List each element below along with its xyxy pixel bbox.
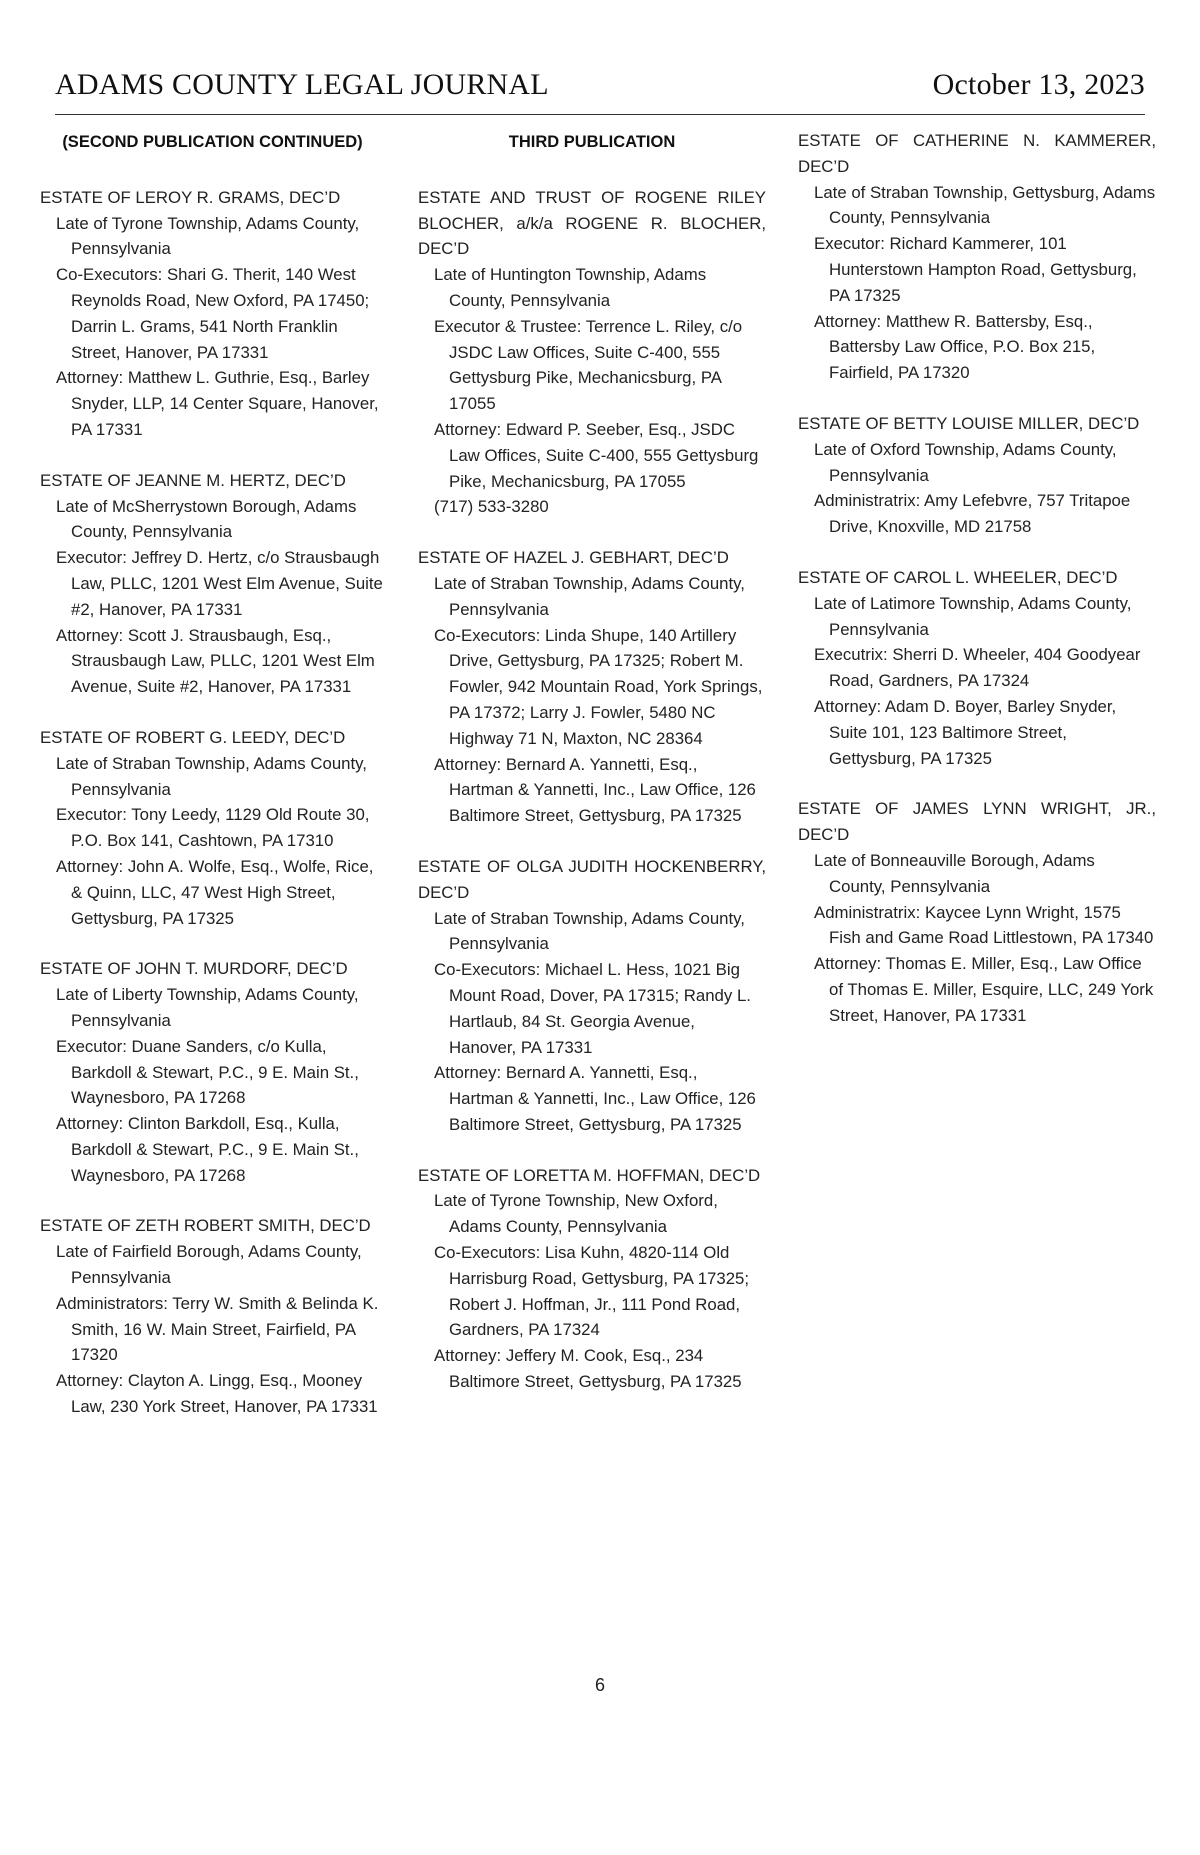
estate-detail: Administratrix: Kaycee Lynn Wright, 1575 Fish and Game Road Littlestown, PA 17340 xyxy=(814,902,1154,948)
estate-name: ESTATE OF JEANNE M. HERTZ, DEC’D xyxy=(40,470,346,490)
estate-detail: Late of Oxford Township, Adams County, Pennsylvania xyxy=(814,439,1117,485)
estate-detail: Late of McSherrystown Borough, Adams County, Pennsylvania xyxy=(56,496,357,542)
estate-detail: Attorney: Jeffery M. Cook, Esq., 234 Baltimore Street, Gettysburg, PA 17325 xyxy=(434,1346,742,1392)
estate-notice xyxy=(40,185,385,443)
page-header xyxy=(55,62,1145,115)
estate-detail: Attorney: Bernard A. Yannetti, Esq., Hartman & Yannetti, Inc., Law Office, 126 Baltimore Street, Gettysburg, PA 17325 xyxy=(434,754,756,826)
estate-detail: Executor: Jeffrey D. Hertz, c/o Strausbaugh Law, PLLC, 1201 West Elm Avenue, Suite #2, Hanover, PA 17331 xyxy=(56,548,383,619)
section-heading: (SECOND PUBLICATION CONTINUED) xyxy=(62,133,363,151)
estate-detail: Attorney: Adam D. Boyer, Barley Snyder, Suite 101, 123 Baltimore Street, Gettysburg, PA 17325 xyxy=(814,696,1117,768)
estate-detail: Attorney: Bernard A. Yannetti, Esq., Hartman & Yannetti, Inc., Law Office, 126 Baltimore Street, Gettysburg, PA 17325 xyxy=(434,1063,756,1134)
estate-detail: Late of Straban Township, Gettysburg, Adams County, Pennsylvania xyxy=(814,182,1156,228)
section-heading: THIRD PUBLICATION xyxy=(508,133,676,151)
estate-notice xyxy=(798,128,1156,386)
estate-notice xyxy=(40,725,385,931)
estate-detail: Executrix: Sherri D. Wheeler, 404 Goodyear Road, Gardners, PA 17324 xyxy=(814,645,1141,691)
estate-detail: Attorney: John A. Wolfe, Esq., Wolfe, Rice, & Quinn, LLC, 47 West High Street, Gettysburg, PA 17325 xyxy=(56,856,374,928)
estate-notice xyxy=(40,468,385,700)
estate-name: ESTATE OF LORETTA M. HOFFMAN, DEC’D xyxy=(418,1165,761,1185)
estate-name: ESTATE OF BETTY LOUISE MILLER, DEC’D xyxy=(798,413,1140,433)
estate-name: ESTATE OF LEROY R. GRAMS, DEC’D xyxy=(40,187,341,207)
estate-notice xyxy=(798,796,1156,1028)
estate-notice xyxy=(418,1163,766,1395)
estate-detail: Attorney: Clayton A. Lingg, Esq., Mooney Law, 230 York Street, Hanover, PA 17331 xyxy=(56,1371,378,1417)
estate-detail: Attorney: Edward P. Seeber, Esq., JSDC Law Offices, Suite C-400, 555 Gettysburg Pike, Mechanicsburg, PA 17055 xyxy=(434,419,759,491)
estate-notice xyxy=(798,411,1156,540)
estate-detail: Late of Bonneauville Borough, Adams County, Pennsylvania xyxy=(814,850,1095,896)
estate-detail: (717) 533-3280 xyxy=(434,497,549,517)
estate-name: ESTATE OF OLGA JUDITH HOCKENBERRY, DEC’D xyxy=(418,856,766,902)
estate-detail: Attorney: Scott J. Strausbaugh, Esq., Strausbaugh Law, PLLC, 1201 West Elm Avenue, Suite #2, Hanover, PA 17331 xyxy=(56,625,375,697)
estate-detail: Co-Executors: Lisa Kuhn, 4820-114 Old Harrisburg Road, Gettysburg, PA 17325; Robert J. Hoffman, Jr., 111 Pond Road, Gardners, PA 17324 xyxy=(434,1243,750,1340)
estate-name: ESTATE OF HAZEL J. GEBHART, DEC’D xyxy=(418,548,729,568)
page-number: 6 xyxy=(594,1675,605,1695)
estate-detail: Late of Fairfield Borough, Adams County, Pennsylvania xyxy=(56,1242,362,1288)
estate-detail: Attorney: Matthew L. Guthrie, Esq., Barley Snyder, LLP, 14 Center Square, Hanover, PA 17331 xyxy=(56,368,379,439)
estate-notice xyxy=(418,854,766,1138)
estate-detail: Executor & Trustee: Terrence L. Riley, c/o JSDC Law Offices, Suite C-400, 555 Gettysburg Pike, Mechanicsburg, PA 17055 xyxy=(434,316,743,414)
issue-date: October 13, 2023 xyxy=(932,68,1145,101)
column-3 xyxy=(798,128,1156,1054)
estate-detail: Administrators: Terry W. Smith & Belinda K. Smith, 16 W. Main Street, Fairfield, PA 17320 xyxy=(56,1293,379,1365)
estate-detail: Late of Straban Township, Adams County, Pennsylvania xyxy=(434,573,745,619)
estate-detail: Late of Latimore Township, Adams County, Pennsylvania xyxy=(814,593,1132,639)
estate-detail: Late of Tyrone Township, Adams County, Pennsylvania xyxy=(56,213,360,259)
estate-notice xyxy=(40,956,385,1188)
estate-detail: Late of Straban Township, Adams County, Pennsylvania xyxy=(434,908,745,954)
estate-name: ESTATE OF ROBERT G. LEEDY, DEC’D xyxy=(40,727,346,747)
estate-detail: Administratrix: Amy Lefebvre, 757 Tritapoe Drive, Knoxville, MD 21758 xyxy=(814,491,1131,537)
estate-name: ESTATE OF CAROL L. WHEELER, DEC’D xyxy=(798,567,1118,587)
estate-detail: Executor: Tony Leedy, 1129 Old Route 30, P.O. Box 141, Cashtown, PA 17310 xyxy=(56,805,370,851)
estate-detail: Executor: Richard Kammerer, 101 Hunterstown Hampton Road, Gettysburg, PA 17325 xyxy=(814,234,1137,305)
estate-name: ESTATE AND TRUST OF ROGENE RILEY BLOCHER, a/k/a ROGENE R. BLOCHER, DEC’D xyxy=(418,187,766,259)
estate-name: ESTATE OF JAMES LYNN WRIGHT, JR., DEC’D xyxy=(798,799,1156,845)
estate-detail: Late of Liberty Township, Adams County, Pennsylvania xyxy=(56,985,359,1030)
estate-notice xyxy=(40,1213,385,1419)
estate-detail: Attorney: Thomas E. Miller, Esq., Law Office of Thomas E. Miller, Esquire, LLC, 249 York Street, Hanover, PA 17331 xyxy=(814,954,1154,1025)
journal-title: ADAMS COUNTY LEGAL JOURNAL xyxy=(55,68,549,101)
estate-name: ESTATE OF ZETH ROBERT SMITH, DEC’D xyxy=(40,1216,371,1236)
estate-notice xyxy=(418,185,766,520)
estate-detail: Late of Straban Township, Adams County, Pennsylvania xyxy=(56,753,367,799)
estate-detail: Attorney: Clinton Barkdoll, Esq., Kulla, Barkdoll & Stewart, P.C., 9 E. Main St., Waynesboro, PA 17268 xyxy=(56,1114,359,1185)
estate-detail: Executor: Duane Sanders, c/o Kulla, Barkdoll & Stewart, P.C., 9 E. Main St., Waynesboro, PA 17268 xyxy=(56,1036,359,1108)
column-2 xyxy=(418,128,766,1420)
estate-detail: Late of Tyrone Township, New Oxford, Adams County, Pennsylvania xyxy=(434,1191,718,1237)
estate-detail: Co-Executors: Linda Shupe, 140 Artillery Drive, Gettysburg, PA 17325; Robert M. Fowler, 942 Mountain Road, York Springs, PA 17372; Larry J. Fowler, 5480 NC Highway 71 N, Maxton, NC 28364 xyxy=(434,625,763,748)
estate-detail: Co-Executors: Shari G. Therit, 140 West Reynolds Road, New Oxford, PA 17450; Darrin L. Grams, 541 North Franklin Street, Hanover, PA 17331 xyxy=(56,265,370,362)
estate-name: ESTATE OF CATHERINE N. KAMMERER, DEC’D xyxy=(798,131,1156,176)
estate-detail: Co-Executors: Michael L. Hess, 1021 Big Mount Road, Dover, PA 17315; Randy L. Hartlaub, 84 St. Georgia Avenue, Hanover, PA 17331 xyxy=(434,960,751,1057)
estate-detail: Attorney: Matthew R. Battersby, Esq., Battersby Law Office, P.O. Box 215, Fairfield, PA 17320 xyxy=(814,311,1096,383)
column-1 xyxy=(40,128,385,1445)
estate-name: ESTATE OF JOHN T. MURDORF, DEC’D xyxy=(40,959,348,979)
estate-detail: Late of Huntington Township, Adams County, Pennsylvania xyxy=(434,265,707,310)
estate-notice xyxy=(798,565,1156,771)
estate-notice xyxy=(418,545,766,829)
